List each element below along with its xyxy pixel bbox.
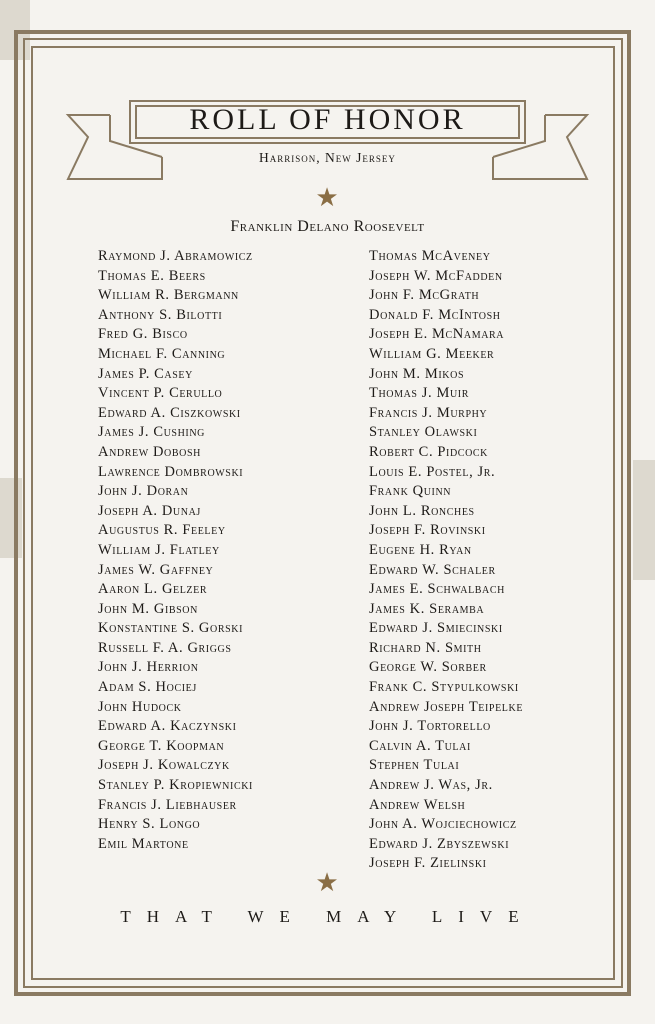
honor-name: Andrew Welsh bbox=[369, 796, 466, 813]
honor-name: Edward A. Kaczynski bbox=[98, 718, 237, 735]
honor-name: Joseph F. Rovinski bbox=[369, 522, 486, 539]
honor-name: Stephen Tulai bbox=[369, 757, 460, 774]
honor-name: Edward J. Zbyszewski bbox=[369, 835, 510, 852]
honor-name: Joseph A. Dunaj bbox=[98, 502, 201, 519]
honor-name: George T. Koopman bbox=[98, 737, 225, 754]
honor-name: Henry S. Longo bbox=[98, 816, 201, 833]
honor-name: Thomas McAveney bbox=[369, 248, 491, 264]
honor-name: Frank Quinn bbox=[369, 483, 452, 500]
honor-name: Michael F. Canning bbox=[98, 345, 226, 362]
honor-name: Anthony S. Bilotti bbox=[98, 306, 223, 323]
motto: THAT WE MAY LIVE bbox=[120, 907, 535, 926]
honor-name: Edward A. Ciszkowski bbox=[98, 404, 241, 421]
honor-name: James J. Cushing bbox=[98, 424, 205, 441]
honor-name: Andrew Dobosh bbox=[98, 443, 201, 460]
tape-mark-right bbox=[633, 460, 655, 580]
honor-name: Konstantine S. Gorski bbox=[98, 620, 244, 637]
honor-name: Joseph E. McNamara bbox=[369, 326, 505, 343]
honor-name: Stanley Olawski bbox=[369, 424, 478, 441]
honor-name: William R. Bergmann bbox=[98, 287, 239, 304]
honor-name: Frank C. Stypulkowski bbox=[369, 679, 519, 696]
honor-name: James W. Gaffney bbox=[98, 561, 214, 578]
honor-name: John L. Ronches bbox=[369, 502, 475, 519]
honor-name: Richard N. Smith bbox=[369, 639, 482, 656]
honor-name: William G. Meeker bbox=[369, 345, 495, 362]
dedication-name: Franklin Delano Roosevelt bbox=[230, 218, 425, 235]
honor-name: John Hudock bbox=[98, 698, 182, 715]
honor-name: Francis J. Liebhauser bbox=[98, 796, 237, 813]
honor-name: William J. Flatley bbox=[98, 541, 220, 558]
honor-name: Stanley P. Kropiewnicki bbox=[98, 777, 253, 794]
honor-name: John J. Doran bbox=[98, 483, 189, 500]
honor-name: Francis J. Murphy bbox=[369, 404, 488, 421]
honor-name: John A. Wojciechowicz bbox=[369, 816, 517, 833]
honor-name: Edward W. Schaler bbox=[369, 561, 496, 578]
honor-name: Raymond J. Abramowicz bbox=[98, 248, 253, 264]
honor-name: Joseph F. Zielinski bbox=[369, 855, 487, 872]
honor-name: Russell F. A. Griggs bbox=[98, 639, 232, 656]
honor-name: John M. Mikos bbox=[369, 365, 465, 382]
honor-name: Louis E. Postel, Jr. bbox=[369, 463, 496, 480]
honor-name: James E. Schwalbach bbox=[369, 581, 505, 598]
honor-name: Fred G. Bisco bbox=[98, 326, 188, 343]
honor-name: Joseph J. Kowalczyk bbox=[98, 757, 230, 774]
honor-name: Emil Martone bbox=[98, 835, 189, 852]
honor-name: Adam S. Hociej bbox=[98, 679, 197, 696]
page-title: ROLL OF HONOR bbox=[189, 103, 466, 136]
page-subtitle: Harrison, New Jersey bbox=[259, 150, 396, 165]
honor-name: James P. Casey bbox=[98, 365, 193, 382]
honor-name: Aaron L. Gelzer bbox=[98, 581, 208, 598]
honor-name: James K. Seramba bbox=[369, 600, 485, 617]
honor-name: Thomas E. Beers bbox=[98, 267, 206, 284]
honor-name: George W. Sorber bbox=[369, 659, 487, 676]
honor-name: John J. Tortorello bbox=[369, 718, 491, 735]
honor-name: Robert C. Pidcock bbox=[369, 443, 488, 460]
honor-name: Augustus R. Feeley bbox=[98, 522, 226, 539]
honor-name: Eugene H. Ryan bbox=[369, 541, 472, 558]
honor-name: Andrew Joseph Teipelke bbox=[369, 698, 524, 715]
honor-name: Vincent P. Cerullo bbox=[98, 385, 223, 402]
honor-name: John M. Gibson bbox=[98, 600, 198, 617]
star-icon: ★ bbox=[315, 183, 339, 212]
honor-name: Joseph W. McFadden bbox=[369, 267, 503, 284]
names-column-right bbox=[369, 247, 523, 874]
honor-name: John J. Herrion bbox=[98, 659, 199, 676]
honor-name: Donald F. McIntosh bbox=[369, 306, 501, 323]
honor-name: Lawrence Dombrowski bbox=[98, 463, 244, 480]
honor-name: John F. McGrath bbox=[369, 287, 480, 304]
names-column-left bbox=[98, 247, 253, 854]
honor-name: Thomas J. Muir bbox=[369, 385, 470, 402]
honor-name: Calvin A. Tulai bbox=[369, 737, 471, 754]
honor-name: Andrew J. Was, Jr. bbox=[369, 777, 493, 794]
honor-name: Edward J. Smiecinski bbox=[369, 620, 503, 637]
star-icon: ★ bbox=[315, 868, 339, 897]
